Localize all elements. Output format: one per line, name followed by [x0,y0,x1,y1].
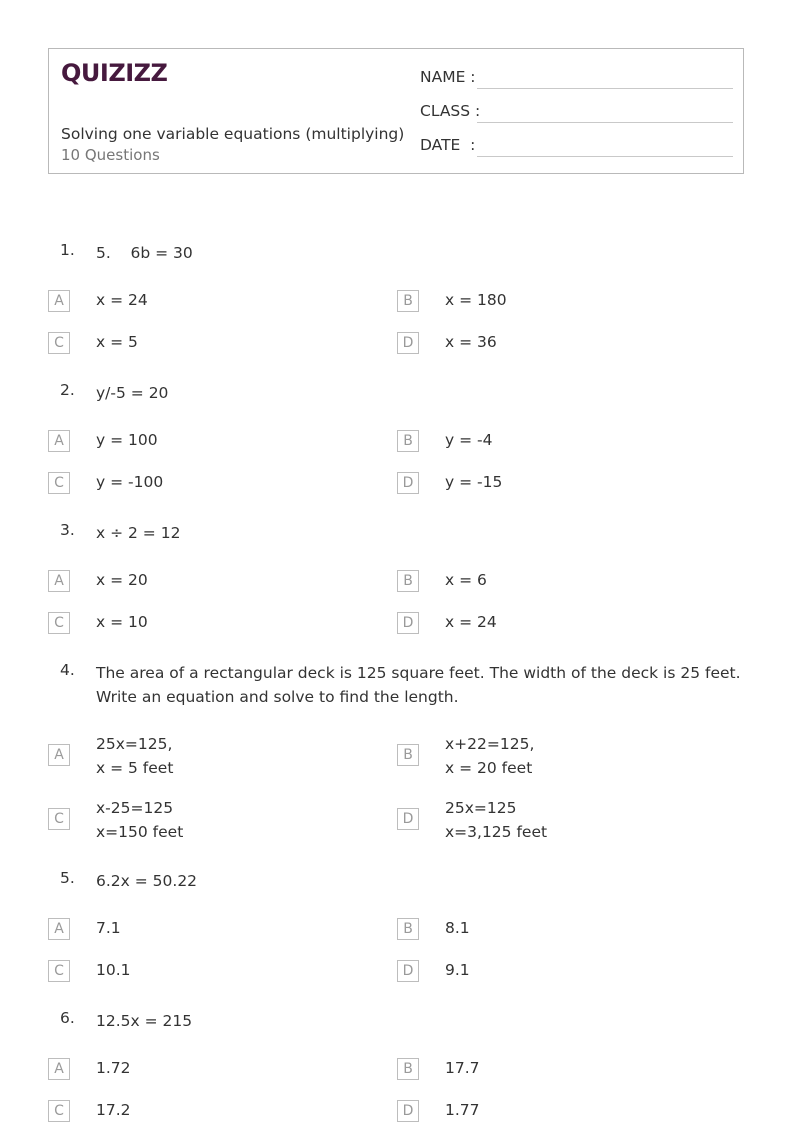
option-letter: C [48,332,70,354]
name-line[interactable] [477,88,733,89]
option-letter: B [397,1058,419,1080]
option-text: 17.7 [445,1059,480,1077]
question-number: 3. [60,521,75,539]
question-number: 6. [60,1009,75,1027]
option-text: y = -15 [445,473,503,491]
option-text-line-1: 25x=125 [445,799,517,817]
option-text: 17.2 [96,1101,131,1119]
option-text-line-1: x-25=125 [96,799,174,817]
option-text: x = 20 [96,571,148,589]
name-label: NAME : [420,68,476,86]
option-text: 9.1 [445,961,470,979]
option-letter: C [48,1100,70,1122]
option-letter: A [48,744,70,766]
option-letter: B [397,744,419,766]
option-text: x = 180 [445,291,507,309]
date-line[interactable] [477,156,733,157]
option-letter: A [48,430,70,452]
option-text-line-2: x=3,125 feet [445,823,548,841]
option-letter: D [397,960,419,982]
option-letter: D [397,332,419,354]
option-letter: C [48,808,70,830]
question-text: 5. 6b = 30 [96,244,193,262]
option-letter: A [48,290,70,312]
option-text: x = 24 [445,613,497,631]
option-text-line-1: 25x=125, [96,735,173,753]
option-text: x = 24 [96,291,148,309]
option-letter: D [397,612,419,634]
option-text-line-1: x+22=125, [445,735,535,753]
question-number: 2. [60,381,75,399]
option-letter: D [397,472,419,494]
question-text: y/-5 = 20 [96,384,169,402]
option-letter: C [48,472,70,494]
option-text: x = 6 [445,571,487,589]
option-letter: B [397,290,419,312]
option-letter: A [48,570,70,592]
option-text-line-2: x=150 feet [96,823,184,841]
quizizz-logo: QUIZIZZ [61,59,168,87]
question-text: 12.5x = 215 [96,1012,193,1030]
option-text: y = -100 [96,473,164,491]
option-text: 1.72 [96,1059,131,1077]
option-letter: D [397,808,419,830]
question-count: 10 Questions [61,146,160,164]
option-letter: B [397,918,419,940]
option-letter: B [397,430,419,452]
question-number: 1. [60,241,75,259]
question-number: 5. [60,869,75,887]
option-text-line-2: x = 5 feet [96,759,174,777]
date-field [420,136,475,154]
option-text: x = 10 [96,613,148,631]
option-letter: C [48,612,70,634]
option-text: 10.1 [96,961,131,979]
worksheet-header [48,48,744,174]
option-letter: A [48,918,70,940]
worksheet-title: Solving one variable equations (multiplying) [61,125,405,143]
name-field [420,68,476,86]
option-text-line-2: x = 20 feet [445,759,533,777]
option-letter: A [48,1058,70,1080]
question-text: 6.2x = 50.22 [96,872,198,890]
class-field [420,102,480,120]
question-text: x ÷ 2 = 12 [96,524,181,542]
question-text: The area of a rectangular deck is 125 square feet. The width of the deck is 25 feet. Write an equation and solve to find the length. [96,664,741,706]
class-line[interactable] [477,122,733,123]
option-text: x = 5 [96,333,138,351]
option-text: 8.1 [445,919,470,937]
question-number: 4. [60,661,75,679]
option-text: 1.77 [445,1101,480,1119]
option-letter: B [397,570,419,592]
option-text: 7.1 [96,919,121,937]
option-text: y = 100 [96,431,158,449]
date-label: DATE : [420,136,476,154]
option-text: y = -4 [445,431,493,449]
class-label: CLASS : [420,102,481,120]
option-letter: D [397,1100,419,1122]
option-text: x = 36 [445,333,497,351]
option-letter: C [48,960,70,982]
